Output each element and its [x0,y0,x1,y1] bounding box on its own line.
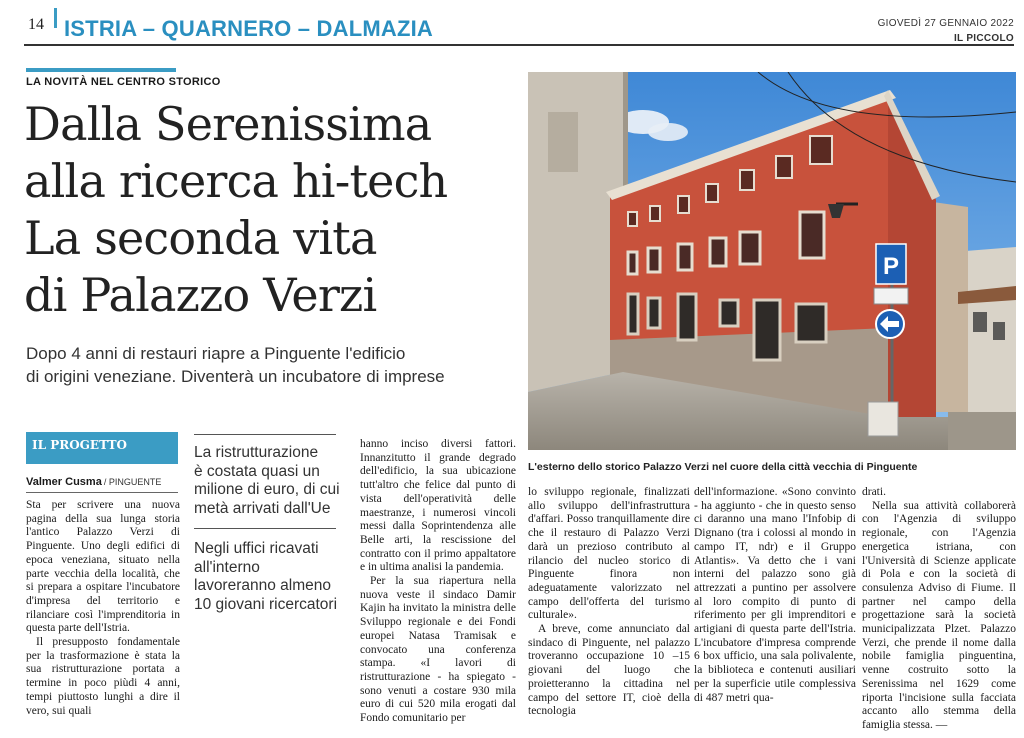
pull-quote-line: è costata quasi un [194,462,320,480]
photo-palazzo-verzi [528,72,1016,450]
headline-line: La seconda vita [24,211,377,265]
pull-quote [194,444,346,518]
article-column-4 [528,486,690,719]
pull-quote-line: milione di euro, di cui [194,481,340,498]
article-column-6 [862,486,1016,733]
pull-quote-line: 10 giovani ricercatori [194,595,338,613]
author-name: Valmer Cusma [26,476,102,488]
article-column-5 [694,486,856,705]
section-title: ISTRIA – QUARNERO – DALMAZIA [64,16,434,41]
headline-line: di Palazzo Verzi [24,268,377,322]
paragraph: Il presupposto fondamentale per la trasformazione è stata la sua ristrutturazione portata a termine in poco piùdi 4 anni, tempi piuttosto lunghi a dire il vero, sui quali [26,636,180,717]
paragraph: hanno inciso diversi fattori. Innanzitutto il grande degrado dell'edificio, la sua ubicazione tutt'altro che felice dal punto di vista dell'operatività delle maestranze, i numerosi vincoli messi dalla Soprintendenza alle Belle arti, la rescissione del contratto con il primo appaltatore e in ultima analisi la pandemia. [360,438,516,574]
newspaper-name: IL PICCOLO [953,33,1014,44]
article-column-3 [360,438,516,726]
author-location: / PINGUENTE [103,477,162,487]
kicker-accent-bar [26,68,176,72]
page-number: 14 [28,16,44,33]
subhead-line: Dopo 4 anni di restauri riapre a Pinguente l'edificio [26,344,406,363]
headline-line: Dalla Serenissima [24,97,432,151]
issue-date: GIOVEDÌ 27 GENNAIO 2022 [877,18,1014,29]
pull-quote-rule [194,528,336,529]
svg-text:P: P [882,253,900,280]
section-accent-bar [54,8,57,28]
headline-line: alla ricerca hi-tech [24,154,448,208]
top-rule [24,44,1014,46]
parking-sign-icon [876,244,906,284]
pull-quote-line: lavoreranno almeno [194,577,332,594]
paragraph: A breve, come annunciato dal sindaco di Pinguente, nel palazzo troveranno occupazione 10 –15 giovani del luogo che proietteranno la cittadina nel campo del settore IT, cioè della tecnologia [528,623,690,718]
paragraph: drati. [862,486,886,498]
pull-quote-rule [194,434,336,435]
photo-caption: L'esterno dello storico Palazzo Verzi nel cuore della città vecchia di Pinguente [528,461,918,473]
paragraph: Per la sua riapertura nella nuova veste il sindaco Damir Kajin ha invitato la ministra delle Sviluppo regionale e dei Fondi europei Natasa Tramisak e convocato una conferenza stampa. «I lavori di ristrutturazione - ha spiegato - sono venuti a costare 930 mila euro di cui 520 mila erogati dal Fondo comunitario per [360,575,516,725]
pull-quote-line: all'interno [194,558,260,576]
paragraph: dell'informazione. «Sono convinto - ha aggiunto - che in questo senso ci daranno una mano l'Infobip di Dignano (tra i colossi al mondo in campo IT, ndr) e il Gruppo Atlantis». Va detto che i vani interni del palazzo sono già attrezzati a puntino per assolvere al loro compito di punto di riferimento per gli imprenditori e artigiani di questa parte dell'Istria. L'incubatore d'impresa comprende 6 box ufficio, una sala polivalente, la biblioteca e contenuti ausiliari per la superficie utile complessiva di 487 metri qua- [694,486,856,704]
masthead-info [878,16,1014,46]
paragraph: Nella sua attività collaborerà con l'Agenzia di sviluppo regionale, con l'Agenzia energetica istriana, con l'Università di Scienze applicate di Pola e con la società di consulenza Adviso di Fiume. Il partner nel campo della progettazione sarà la società municipalizzata Plzet. Palazzo Verzi, che prende il nome dalla nobile famiglia pinguentina, venne costruito sotto la Serenissima nel 1629 come riporta l'incisione sulla facciata accanto allo stemma della famiglia stessa. — [862,499,1016,731]
pull-quote-line: metà arrivati dall'Ue [194,499,331,517]
subhead-line: di origini veneziane. Diventerà un incubatore di imprese [26,367,445,386]
byline-rule [26,492,178,493]
pull-quote-line: Negli uffici ricavati [194,540,319,557]
paragraph: Sta per scrivere una nuova pagina della sua lunga storia l'antico Palazzo Verzi di Pinguente. Uno degli edifici di epoca veneziana, situato nella parte vecchia della località, che si prepara a ospitare l'incubatore d'impresa del territorio e rilanciare così l'imprenditoria in questa parte dell'Istria. [26,499,180,635]
box-label: IL PROGETTO [26,432,178,464]
article-column-1 [26,499,180,718]
left-arrow-sign-icon [876,310,904,338]
paragraph: lo sviluppo regionale, finalizzati allo sviluppo dell'infrastruttura d'affari. Posso tranquillamente dire che il restauro di Palazzo Verzi darà un prezioso contributo al rilancio del nucleo storico di Pinguente finora non adeguatamente valorizzato nel campo dell'offerta del turismo culturale». [528,486,690,622]
headline [24,96,514,324]
subhead [26,342,516,388]
pull-quote [194,540,346,614]
byline [26,476,161,488]
pull-quote-line: La ristrutturazione [194,444,319,461]
kicker: LA NOVITÀ NEL CENTRO STORICO [26,76,221,88]
